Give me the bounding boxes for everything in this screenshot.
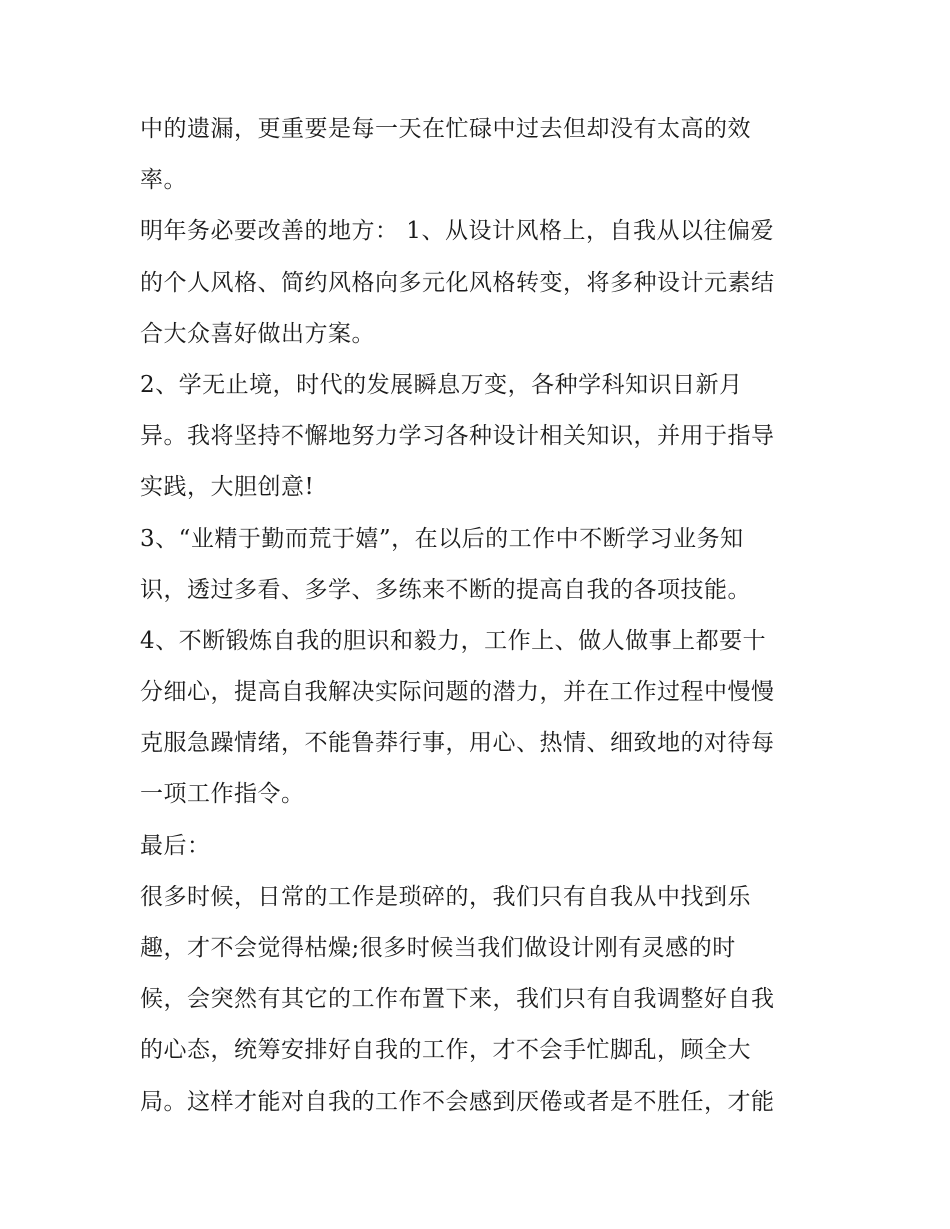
text-line: 局。这样才能对自我的工作不会感到厌倦或者是不胜任，才能 [140,1088,775,1115]
text-line: 明年务必要改善的地方： 1、从设计风格上，自我从以往偏爱 [140,218,774,245]
text-line: 识，透过多看、多学、多练来不断的提高自我的各项技能。 [140,576,751,603]
text-line: 的个人风格、简约风格向多元化风格转变，将多种设计元素结 [140,269,775,296]
text-line: 的心态，统筹安排好自我的工作，才不会手忙脚乱，顾全大 [140,1037,751,1064]
text-line: 率。 [140,167,187,194]
text-line: 一项工作指令。 [140,781,305,808]
text-line: 克服急躁情绪，不能鲁莽行事，用心、热情、细致地的对待每 [140,730,775,757]
text-line: 异。我将坚持不懈地努力学习各种设计相关知识，并用于指导 [140,423,775,450]
text-line: 3、“业精于勤而荒于嬉”，在以后的工作中不断学习业务知 [140,525,744,552]
text-line: 趣，才不会觉得枯燥;很多时候当我们做设计刚有灵感的时 [140,935,736,961]
text-line: 分细心，提高自我解决实际问题的潜力，并在工作过程中慢慢 [140,679,775,706]
text-line: 最后： [140,832,211,859]
text-line: 2、学无止境，时代的发展瞬息万变，各种学科知识日新月 [140,371,743,398]
text-line: 实践，大胆创意! [140,474,315,501]
text-line: 中的遗漏，更重要是每一天在忙碌中过去但却没有太高的效 [140,116,751,142]
text-line: 候，会突然有其它的工作布置下来，我们只有自我调整好自我 [140,986,775,1013]
text-line: 很多时候，日常的工作是琐碎的，我们只有自我从中找到乐 [140,883,751,910]
body-text [140,104,820,1128]
text-line: 合大众喜好做出方案。 [140,320,375,347]
text-line: 4、不断锻炼自我的胆识和毅力，工作上、做人做事上都要十 [140,627,767,654]
